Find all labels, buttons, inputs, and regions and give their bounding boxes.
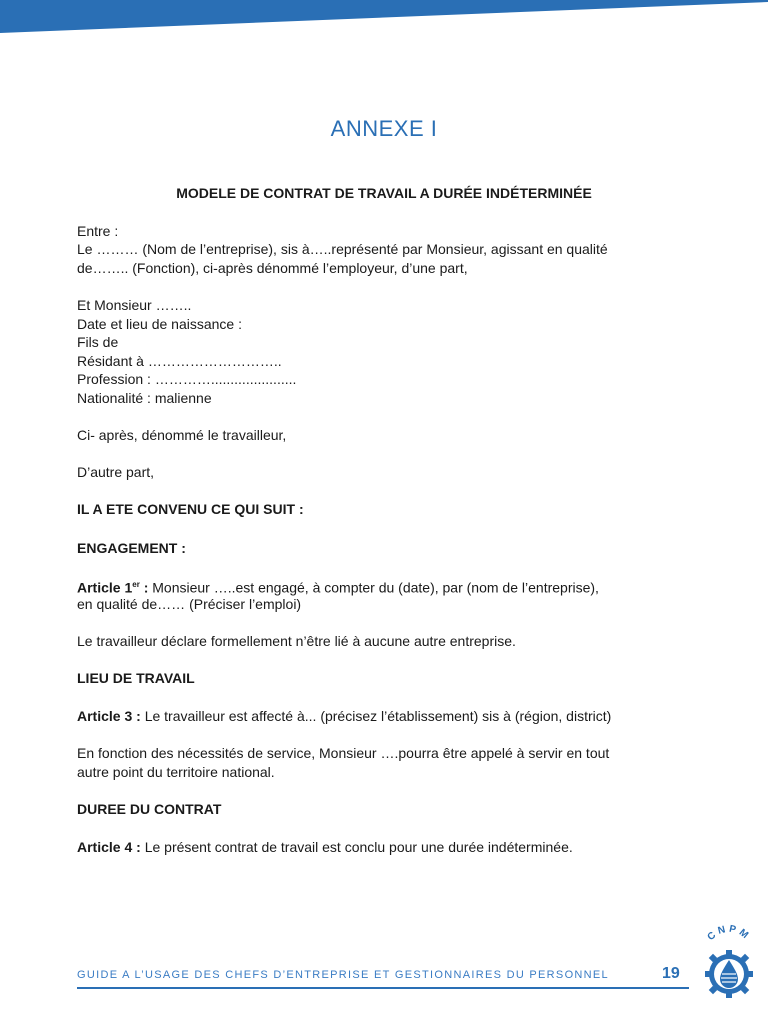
article-1-colon: : bbox=[139, 579, 149, 596]
article-1-label: Article 1 bbox=[77, 579, 133, 596]
employee-name: Et Monsieur …….. bbox=[77, 297, 192, 313]
article-4-line bbox=[77, 838, 707, 857]
page-number: 19 bbox=[662, 965, 680, 982]
other-party: D’autre part, bbox=[77, 464, 155, 480]
article-1-superscript: er bbox=[132, 580, 140, 589]
article-4-label: Article 4 : bbox=[77, 839, 141, 855]
agreement-heading: IL A ETE CONVENU CE QUI SUIT : bbox=[77, 501, 304, 517]
article-1-text: Monsieur …..est engagé, à compter du (date), par (nom de l’entreprise), bbox=[148, 579, 599, 596]
svg-text:CNPM bbox=[705, 924, 752, 943]
footer-rule bbox=[77, 987, 689, 989]
top-blue-band bbox=[0, 0, 768, 40]
birth-date-place: Date et lieu de naissance : bbox=[77, 316, 242, 332]
employer-line-2: de…….. (Fonction), ci-après dénommé l’employeur, d’une part, bbox=[77, 260, 468, 276]
employee-designation: Ci- après, dénommé le travailleur, bbox=[77, 427, 287, 443]
article-3-label: Article 3 : bbox=[77, 708, 141, 724]
article-3-text: Le travailleur est affecté à... (précisez l’établissement) sis à (région, district) bbox=[140, 708, 612, 724]
article-1-line-2: en qualité de…… (Préciser l’emploi) bbox=[77, 596, 302, 612]
service-line-2: autre point du territoire national. bbox=[77, 764, 275, 780]
son-of: Fils de bbox=[77, 334, 119, 350]
article-3-line bbox=[77, 707, 707, 726]
profession: Profession : …………...................... bbox=[77, 371, 297, 387]
cnpm-logo bbox=[698, 924, 760, 1002]
entre-label: Entre : bbox=[77, 223, 119, 239]
declaration-line: Le travailleur déclare formellement n’être lié à aucune autre entreprise. bbox=[77, 633, 516, 649]
nationality: Nationalité : malienne bbox=[77, 390, 212, 406]
duration-heading: DUREE DU CONTRAT bbox=[77, 801, 222, 817]
logo-text: CNPM bbox=[705, 924, 753, 943]
article-1-line-1 bbox=[77, 576, 707, 597]
workplace-heading: LIEU DE TRAVAIL bbox=[77, 670, 195, 686]
article-4-text: Le présent contrat de travail est conclu pour une durée indéterminée. bbox=[140, 839, 573, 855]
footer-guide-title: GUIDE A L’USAGE DES CHEFS D’ENTREPRISE ET GESTIONNAIRES DU PERSONNEL bbox=[77, 969, 609, 981]
page-title: ANNEXE I bbox=[330, 116, 438, 141]
residence: Résidant à ……………………….. bbox=[77, 353, 282, 369]
employer-line-1: Le ……… (Nom de l’entreprise), sis à…..représenté par Monsieur, agissant en qualité bbox=[77, 241, 608, 257]
contract-subtitle: MODELE DE CONTRAT DE TRAVAIL A DURÉE INDÉTERMINÉE bbox=[176, 185, 592, 201]
engagement-heading: ENGAGEMENT : bbox=[77, 540, 186, 556]
service-line-1: En fonction des nécessités de service, Monsieur ….pourra être appelé à servir en tout bbox=[77, 745, 610, 761]
